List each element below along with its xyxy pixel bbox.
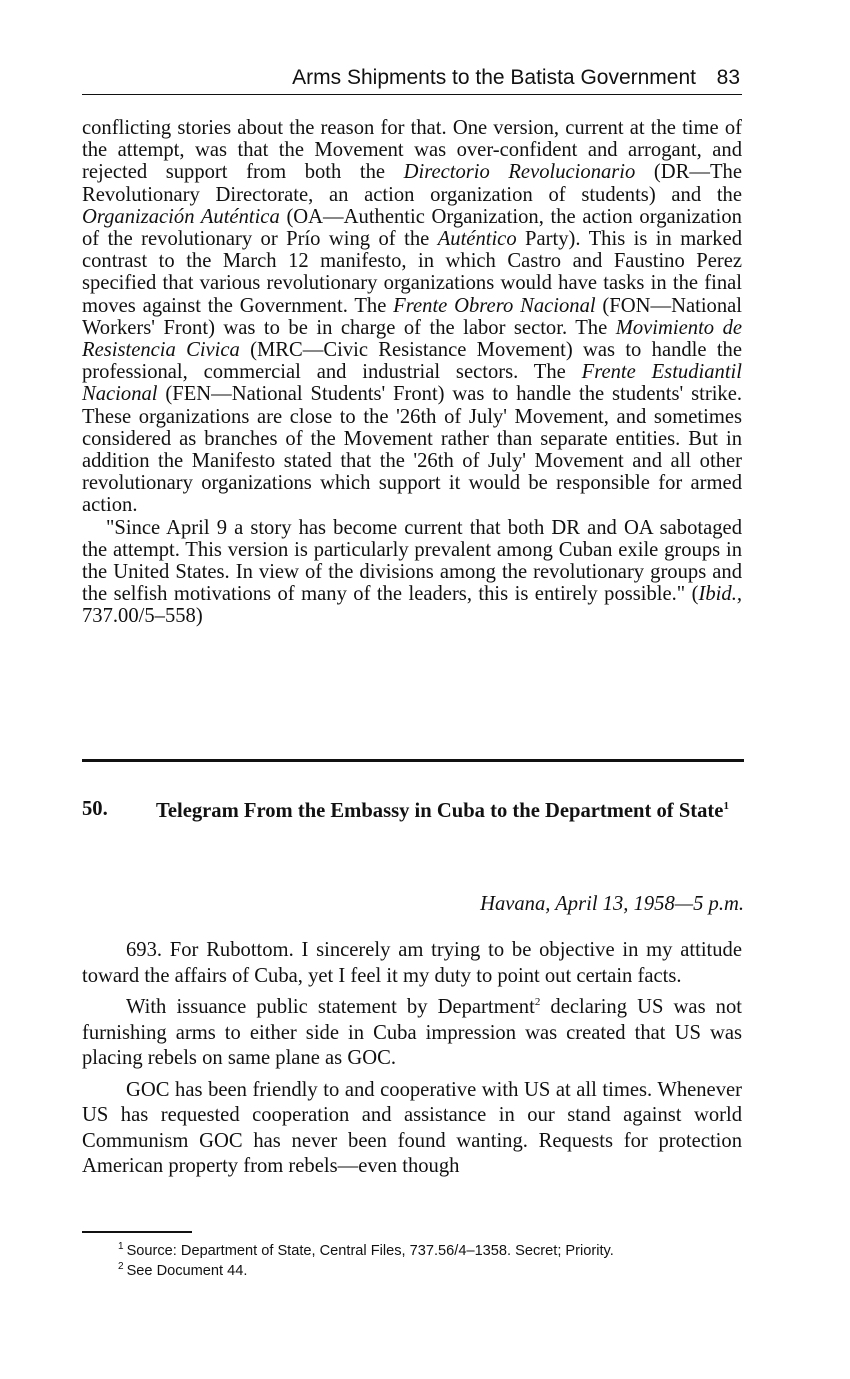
running-header [82, 66, 742, 95]
telegram-paragraph-2: With issuance public statement by Department$^2$ declaring US was not furnishing arms to either side in Cuba impression was created that US was placing rebels on same plane as GOC. [82, 996, 742, 1069]
document-title: Telegram From the Embassy in Cuba to the Department of State$^1$ [156, 800, 729, 822]
footnote-1: $^1$ Source: Department of State, Central Files, 737.56/4–1358. Secret; Priority. [118, 1241, 614, 1259]
page-number: 83 [716, 66, 740, 89]
document-number: 50. [82, 798, 108, 820]
footnote-2: $^2$ See Document 44. [118, 1261, 248, 1279]
telegram-paragraph-1: 693. For Rubottom. I sincerely am trying to be objective in my attitude toward the affairs of Cuba, yet I feel it my duty to point out certain facts. [82, 939, 742, 987]
telegram-body [82, 938, 742, 1186]
running-header-title: Arms Shipments to the Batista Government [292, 66, 696, 89]
telegram-paragraph-3: GOC has been friendly to and cooperative with US at all times. Whenever US has requested cooperation and assistance in our stand against world Communism GOC has never been found wanting. Requests for protection American property from rebels—even though [82, 1078, 742, 1177]
dateline: Havana, April 13, 1958—5 p.m. [480, 893, 744, 915]
note-paragraph-2: "Since April 9 a story has become current that both DR and OA sabotaged the attempt. This version is particularly prevalent among Cuban exile groups in the United States. In view of the divisions among the revolutionary groups and the selfish motivations of many of the leaders, this is entirely possible." (Ibid., 737.00/5–558) [82, 516, 742, 628]
footnotes [118, 1241, 614, 1281]
note-paragraph-1: conflicting stories about the reason for that. One version, current at the time of the attempt, was that the Movement was over-confident and arrogant, and rejected support from both the Directorio Revolucionario (DR—The Revolutionary Directorate, an action organization of students) and the Organización Auténtica (OA—Authentic Organization, the action organization of the revolutionary or Prío wing of the Auténtico Party). This is in marked contrast to the March 12 manifesto, in which Castro and Faustino Perez specified that various revolutionary organizations would have tasks in the final moves against the Government. The Frente Obrero Nacional (FON—National Workers' Front) was to be in charge of the labor sector. The Movimiento de Resistencia Civica (MRC—Civic Resistance Movement) was to handle the professional, commercial and industrial sectors. The Frente Estudiantil Nacional (FEN—National Students' Front) was to handle the students' strike. These organizations are close to the '26th of July' Movement, and sometimes considered as branches of the Movement rather than separate entities. But in addition the Manifesto stated that the '26th of July' Movement and all other revolutionary organizations which support it would be responsible for armed action. [82, 117, 743, 517]
footnote-divider [82, 1231, 192, 1233]
section-divider [82, 759, 744, 762]
previous-document-note [82, 117, 742, 628]
footnote-ref-2[interactable]: 2 [534, 996, 541, 1009]
footnote-ref-1[interactable]: 1 [723, 800, 729, 813]
